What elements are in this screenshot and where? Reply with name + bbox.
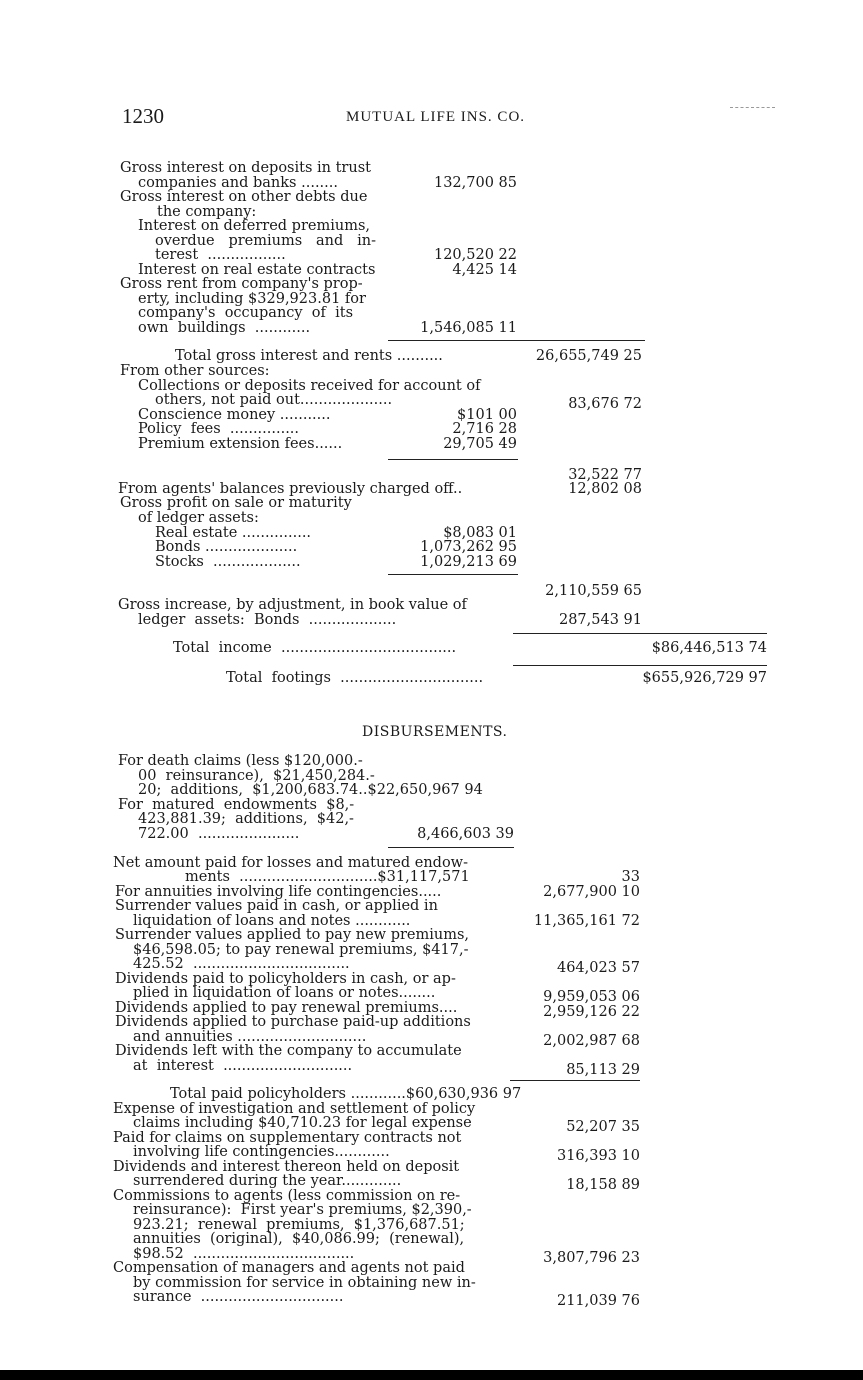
ledger-line: Dividends applied to pay renewal premiums.... <box>115 1000 458 1016</box>
ledger-line: Compensation of managers and agents not paid <box>113 1260 465 1276</box>
ledger-line: Collections or deposits received for account of <box>138 378 481 394</box>
ledger-line: For annuities involving life contingencies..... <box>115 884 442 900</box>
ledger-amount: 1,546,085 11 <box>420 320 517 336</box>
ledger-line: by commission for service in obtaining new in- <box>133 1275 476 1291</box>
ledger-line: 923.21; renewal premiums, $1,376,687.51; <box>133 1217 465 1233</box>
ledger-line: 722.00 ...................... <box>138 826 300 842</box>
page-number: 1230 <box>122 104 164 128</box>
ledger-line: terest ................. <box>155 247 286 263</box>
ledger-line: Bonds .................... <box>155 539 298 555</box>
ledger-line: Surrender values applied to pay new premiums, <box>115 927 470 943</box>
ledger-amount: 4,425 14 <box>452 262 517 278</box>
ledger-amount: 1,073,262 95 <box>420 539 517 555</box>
ledger-amount: 8,466,603 39 <box>417 826 514 842</box>
ledger-line: erty, including $329,923.81 for <box>138 291 366 307</box>
ledger-line: Total footings ............................... <box>226 670 484 686</box>
ledger-line: 20; additions, $1,200,683.74..$22,650,967 94 <box>138 782 483 798</box>
ledger-amount: 211,039 76 <box>556 1293 640 1309</box>
ledger-amount: 29,705 49 <box>443 436 517 452</box>
ledger-line: of ledger assets: <box>138 510 259 526</box>
ledger-line: Dividends left with the company to accumulate <box>115 1043 462 1059</box>
ledger-line: Dividends paid to policyholders in cash, or ap- <box>115 971 456 987</box>
ledger-line: plied in liquidation of loans or notes........ <box>133 985 436 1001</box>
ledger-line: Premium extension fees...... <box>138 436 343 452</box>
ledger-line: surance ............................... <box>133 1289 344 1305</box>
rule <box>513 633 767 634</box>
ledger-line: and annuities ............................ <box>133 1029 367 1045</box>
ledger-line: Gross profit on sale or maturity <box>120 495 352 511</box>
ledger-line: companies and banks ........ <box>138 175 338 191</box>
ledger-line: Paid for claims on supplementary contracts not <box>113 1130 462 1146</box>
ledger-amount: 287,543 91 <box>558 612 642 628</box>
ledger-line: ledger assets: Bonds ................... <box>138 612 397 628</box>
bottom-border <box>0 1370 863 1380</box>
ledger-amount: 120,520 22 <box>433 247 517 263</box>
ledger-line: liquidation of loans and notes ............ <box>133 913 411 929</box>
ledger-line: Policy fees ............... <box>138 421 300 437</box>
rule <box>388 459 518 460</box>
ledger-amount: $655,926,729 97 <box>642 670 767 686</box>
ledger-line: Expense of investigation and settlement of policy <box>113 1101 476 1117</box>
ledger-line: Gross interest on other debts due <box>120 189 368 205</box>
ledger-line: at interest ............................ <box>133 1058 353 1074</box>
ledger-line: Total paid policyholders ............$60,630,936 97 <box>170 1086 522 1102</box>
ledger-amount: 9,959,053 06 <box>543 989 640 1005</box>
rule <box>388 847 514 848</box>
ledger-line: ments ..............................$31,117,571 <box>185 869 470 885</box>
ledger-line: own buildings ............ <box>138 320 311 336</box>
ledger-amount: 83,676 72 <box>568 396 642 412</box>
ledger-line: 423,881.39; additions, $42,- <box>138 811 354 827</box>
ledger-line: Conscience money ........... <box>138 407 331 423</box>
ledger-amount: 52,207 35 <box>566 1119 640 1135</box>
ledger-line: Interest on deferred premiums, <box>138 218 371 234</box>
ledger-line: reinsurance): First year's premiums, $2,390,- <box>133 1202 472 1218</box>
ledger-line: From agents' balances previously charged off.. <box>118 481 463 497</box>
ledger-line: company's occupancy of its <box>138 305 354 321</box>
ledger-line: surrendered during the year............. <box>133 1173 402 1189</box>
ledger-amount: 1,029,213 69 <box>420 554 517 570</box>
ledger-amount: $86,446,513 74 <box>651 640 767 656</box>
ledger-amount: 2,959,126 22 <box>543 1004 640 1020</box>
ledger-amount: 33 <box>621 869 640 885</box>
ledger-line: Gross rent from company's prop- <box>120 276 363 292</box>
ledger-line: Total gross interest and rents .......... <box>175 348 443 364</box>
ledger-line: $98.52 ................................... <box>133 1246 355 1262</box>
ledger-amount: 85,113 29 <box>566 1062 640 1078</box>
ledger-amount: $8,083 01 <box>443 525 517 541</box>
ledger-amount: 132,700 85 <box>433 175 517 191</box>
header-dash-mark <box>730 107 775 109</box>
ledger-line: Surrender values paid in cash, or applied in <box>115 898 438 914</box>
ledger-line: annuities (original), $40,086.99; (renewal), <box>133 1231 465 1247</box>
ledger-line: Net amount paid for losses and matured endow- <box>113 855 468 871</box>
ledger-line: 425.52 .................................. <box>133 956 350 972</box>
ledger-line: Stocks ................... <box>155 554 301 570</box>
ledger-amount: 464,023 57 <box>556 960 640 976</box>
page-header-title: MUTUAL LIFE INS. CO. <box>346 109 526 125</box>
ledger-line: Commissions to agents (less commission on re- <box>113 1188 461 1204</box>
rule <box>388 340 645 341</box>
ledger-line: For death claims (less $120,000.- <box>118 753 363 769</box>
ledger-amount: 11,365,161 72 <box>533 913 640 929</box>
ledger-line: 00 reinsurance), $21,450,284.- <box>138 768 375 784</box>
ledger-line: Interest on real estate contracts <box>138 262 376 278</box>
ledger-amount: 32,522 77 <box>568 467 642 483</box>
ledger-line: Real estate ............... <box>155 525 312 541</box>
rule <box>510 1080 640 1081</box>
ledger-line: claims including $40,710.23 for legal expense <box>133 1115 472 1131</box>
ledger-amount: 316,393 10 <box>556 1148 640 1164</box>
ledger-amount: 2,677,900 10 <box>543 884 640 900</box>
ledger-line: Gross increase, by adjustment, in book value of <box>118 597 467 613</box>
ledger-line: Gross interest on deposits in trust <box>120 160 371 176</box>
ledger-line: involving life contingencies............ <box>133 1144 390 1160</box>
ledger-line: others, not paid out.................... <box>155 392 393 408</box>
ledger-amount: 26,655,749 25 <box>535 348 642 364</box>
rule <box>388 574 518 575</box>
ledger-line: Total income ...................................... <box>173 640 457 656</box>
ledger-line: the company: <box>157 204 257 220</box>
ledger-line: Dividends applied to purchase paid-up additions <box>115 1014 471 1030</box>
ledger-amount: 2,110,559 65 <box>545 583 642 599</box>
ledger-amount: 2,716 28 <box>452 421 517 437</box>
ledger-line: From other sources: <box>120 363 270 379</box>
ledger-line: Dividends and interest thereon held on deposit <box>113 1159 460 1175</box>
rule <box>513 665 767 666</box>
section-heading-disbursements: DISBURSEMENTS. <box>362 724 508 740</box>
ledger-amount: 18,158 89 <box>566 1177 640 1193</box>
ledger-amount: 12,802 08 <box>568 481 642 497</box>
ledger-amount: 2,002,987 68 <box>543 1033 640 1049</box>
ledger-amount: $101 00 <box>457 407 517 423</box>
ledger-line: overdue premiums and in- <box>155 233 376 249</box>
ledger-amount: 3,807,796 23 <box>543 1250 640 1266</box>
ledger-line: For matured endowments $8,- <box>118 797 355 813</box>
ledger-line: $46,598.05; to pay renewal premiums, $417,- <box>133 942 469 958</box>
